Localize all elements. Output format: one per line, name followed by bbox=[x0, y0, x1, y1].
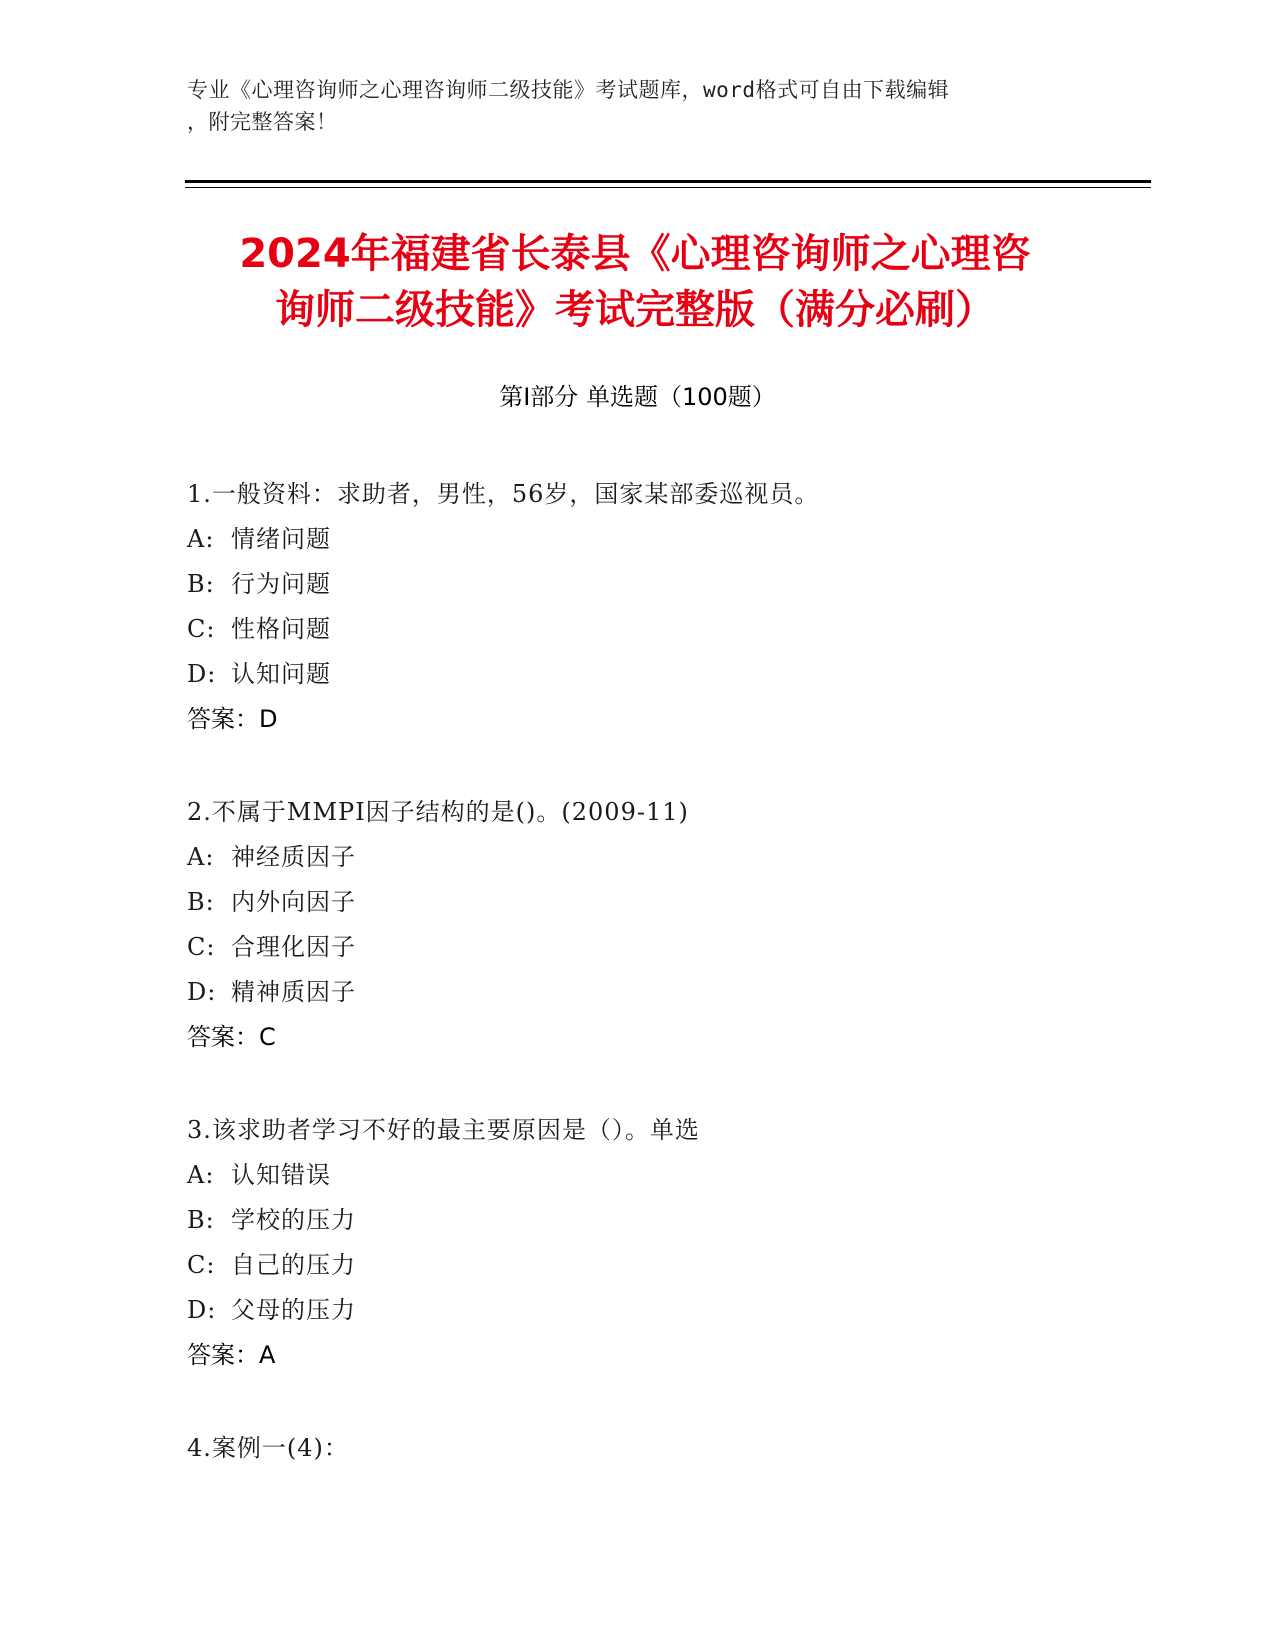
option-a bbox=[187, 835, 1147, 880]
option-letter: B: bbox=[187, 1206, 215, 1234]
option-text: 内外向因子 bbox=[231, 888, 356, 916]
header-rule-thick bbox=[185, 180, 1151, 183]
option-text: 性格问题 bbox=[231, 615, 331, 643]
question-3 bbox=[187, 1108, 1147, 1378]
answer-key: 答案：A bbox=[187, 1341, 276, 1369]
option-text: 认知错误 bbox=[231, 1161, 331, 1189]
option-letter: B: bbox=[187, 570, 215, 598]
option-d bbox=[187, 1288, 1147, 1333]
option-letter: A: bbox=[187, 1161, 215, 1189]
option-letter: B: bbox=[187, 888, 215, 916]
option-letter: C: bbox=[187, 1251, 216, 1279]
question-stem: 3.该求助者学习不好的最主要原因是（）。单选 bbox=[187, 1116, 700, 1144]
option-letter: C: bbox=[187, 615, 216, 643]
header-note-line2: ，附完整答案！ bbox=[187, 110, 338, 134]
option-a bbox=[187, 517, 1147, 562]
option-text: 父母的压力 bbox=[231, 1296, 356, 1324]
option-text: 学校的压力 bbox=[231, 1206, 356, 1234]
option-letter: D: bbox=[187, 1296, 217, 1324]
question-stem: 1.一般资料：求助者，男性，56岁，国家某部委巡视员。 bbox=[187, 480, 820, 508]
option-letter: A: bbox=[187, 525, 215, 553]
option-c bbox=[187, 607, 1147, 652]
option-letter: D: bbox=[187, 978, 217, 1006]
header-rule-thin bbox=[185, 187, 1151, 188]
question-stem: 4.案例一(4)： bbox=[187, 1434, 349, 1462]
option-letter: C: bbox=[187, 933, 216, 961]
option-d bbox=[187, 970, 1147, 1015]
option-c bbox=[187, 1243, 1147, 1288]
option-a bbox=[187, 1153, 1147, 1198]
option-text: 合理化因子 bbox=[231, 933, 356, 961]
option-b bbox=[187, 880, 1147, 925]
option-text: 情绪问题 bbox=[231, 525, 331, 553]
option-text: 精神质因子 bbox=[231, 978, 356, 1006]
question-1 bbox=[187, 472, 1147, 742]
question-stem: 2.不属于MMPI因子结构的是()。(2009-11) bbox=[187, 798, 689, 826]
section-heading: 第Ⅰ部分 单选题（100题） bbox=[499, 383, 776, 411]
option-b bbox=[187, 562, 1147, 607]
option-letter: D: bbox=[187, 660, 217, 688]
document-title bbox=[185, 226, 1085, 338]
option-d bbox=[187, 652, 1147, 697]
answer-key: 答案：D bbox=[187, 705, 278, 733]
document-title-line2: 询师二级技能》考试完整版（满分必刷） bbox=[275, 287, 995, 333]
option-letter: A: bbox=[187, 843, 215, 871]
option-b bbox=[187, 1198, 1147, 1243]
header-note-line1: 专业《心理咨询师之心理咨询师二级技能》考试题库，word格式可自由下载编辑 bbox=[187, 78, 950, 102]
question-4 bbox=[187, 1426, 1147, 1471]
answer-key: 答案：C bbox=[187, 1023, 276, 1051]
question-2 bbox=[187, 790, 1147, 1060]
option-text: 行为问题 bbox=[231, 570, 331, 598]
option-text: 神经质因子 bbox=[231, 843, 356, 871]
option-c bbox=[187, 925, 1147, 970]
document-title-line1: 2024年福建省长泰县《心理咨询师之心理咨 bbox=[239, 231, 1031, 277]
option-text: 自己的压力 bbox=[231, 1251, 356, 1279]
header-note bbox=[187, 74, 1067, 138]
option-text: 认知问题 bbox=[231, 660, 331, 688]
